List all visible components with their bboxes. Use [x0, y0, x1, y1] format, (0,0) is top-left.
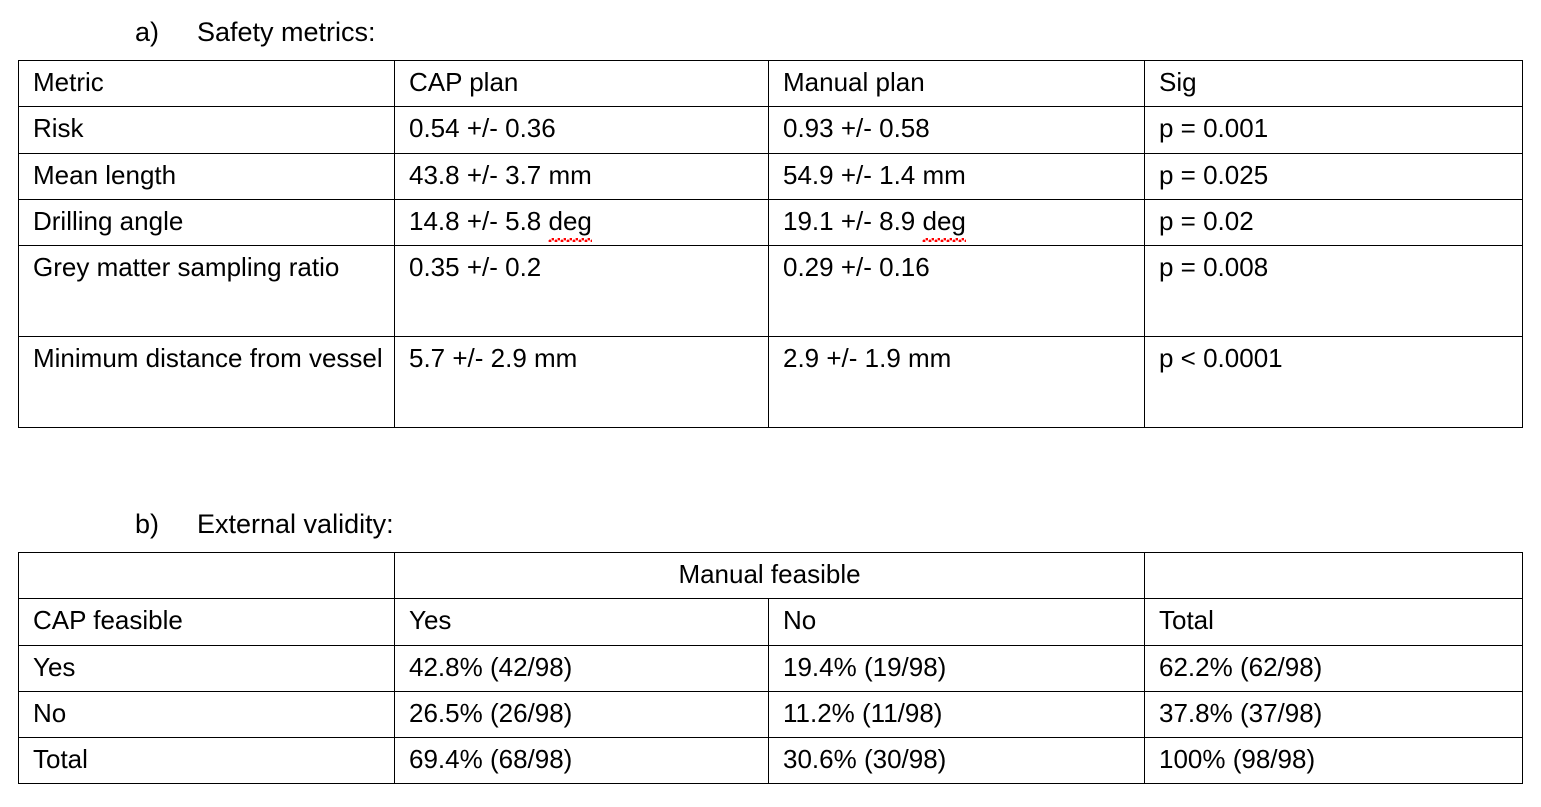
cell-metric: Grey matter sampling ratio [19, 246, 395, 337]
cell-sig: p = 0.001 [1145, 107, 1523, 153]
section-title-b: External validity: [197, 509, 394, 539]
column-header-cap-feasible: CAP feasible [19, 599, 395, 645]
column-header-no: No [769, 599, 1145, 645]
cell-cap: 0.54 +/- 0.36 [395, 107, 769, 153]
table-row [19, 199, 1523, 245]
cell-manual [769, 199, 1145, 245]
cell-no: 19.4% (19/98) [769, 645, 1145, 691]
cell-sig: p < 0.0001 [1145, 337, 1523, 428]
cell-metric: Mean length [19, 153, 395, 199]
cell-no: 11.2% (11/98) [769, 691, 1145, 737]
cell-trailing-blank [1145, 553, 1523, 599]
table-row [19, 107, 1523, 153]
column-header-sig: Sig [1145, 61, 1523, 107]
cell-yes: 42.8% (42/98) [395, 645, 769, 691]
cell-yes: 69.4% (68/98) [395, 738, 769, 784]
table-row [19, 691, 1523, 737]
section-heading-a [0, 16, 376, 48]
cell-yes: 26.5% (26/98) [395, 691, 769, 737]
section-title-a: Safety metrics: [197, 17, 376, 47]
cell-row-label: No [19, 691, 395, 737]
column-header-metric: Metric [19, 61, 395, 107]
cell-total: 100% (98/98) [1145, 738, 1523, 784]
cell-total: 37.8% (37/98) [1145, 691, 1523, 737]
cell-sig: p = 0.02 [1145, 199, 1523, 245]
group-header-manual-feasible: Manual feasible [395, 553, 1145, 599]
column-header-cap-plan: CAP plan [395, 61, 769, 107]
cell-cap-text: 14.8 +/- 5.8 [409, 205, 549, 236]
cell-metric: Minimum distance from vessel [19, 337, 395, 428]
cell-cap: 43.8 +/- 3.7 mm [395, 153, 769, 199]
cell-cap: 0.35 +/- 0.2 [395, 246, 769, 337]
table-header-row [19, 61, 1523, 107]
table-row [19, 645, 1523, 691]
cell-metric: Risk [19, 107, 395, 153]
column-header-manual-plan: Manual plan [769, 61, 1145, 107]
cell-manual-text: 19.1 +/- 8.9 [783, 205, 923, 236]
column-header-yes: Yes [395, 599, 769, 645]
table-group-header-row [19, 553, 1523, 599]
cell-no: 30.6% (30/98) [769, 738, 1145, 784]
table-header-row [19, 599, 1523, 645]
table-row [19, 246, 1523, 337]
cell-manual: 2.9 +/- 1.9 mm [769, 337, 1145, 428]
cell-sig: p = 0.025 [1145, 153, 1523, 199]
section-heading-b [0, 508, 394, 540]
cell-manual: 0.93 +/- 0.58 [769, 107, 1145, 153]
cell-total: 62.2% (62/98) [1145, 645, 1523, 691]
cell-cap: 5.7 +/- 2.9 mm [395, 337, 769, 428]
spellcheck-marked-word: deg [922, 205, 965, 238]
section-label-a: a) [135, 17, 160, 47]
column-header-total: Total [1145, 599, 1523, 645]
safety-metrics-table [18, 60, 1523, 428]
section-label-b: b) [135, 509, 160, 539]
table-row [19, 738, 1523, 784]
cell-cap [395, 199, 769, 245]
table-row [19, 153, 1523, 199]
cell-metric: Drilling angle [19, 199, 395, 245]
table-row [19, 337, 1523, 428]
cell-manual: 54.9 +/- 1.4 mm [769, 153, 1145, 199]
spellcheck-marked-word: deg [548, 205, 591, 238]
cell-sig: p = 0.008 [1145, 246, 1523, 337]
external-validity-table [18, 552, 1523, 784]
cell-row-label: Total [19, 738, 395, 784]
cell-corner-blank [19, 553, 395, 599]
cell-row-label: Yes [19, 645, 395, 691]
cell-manual: 0.29 +/- 0.16 [769, 246, 1145, 337]
